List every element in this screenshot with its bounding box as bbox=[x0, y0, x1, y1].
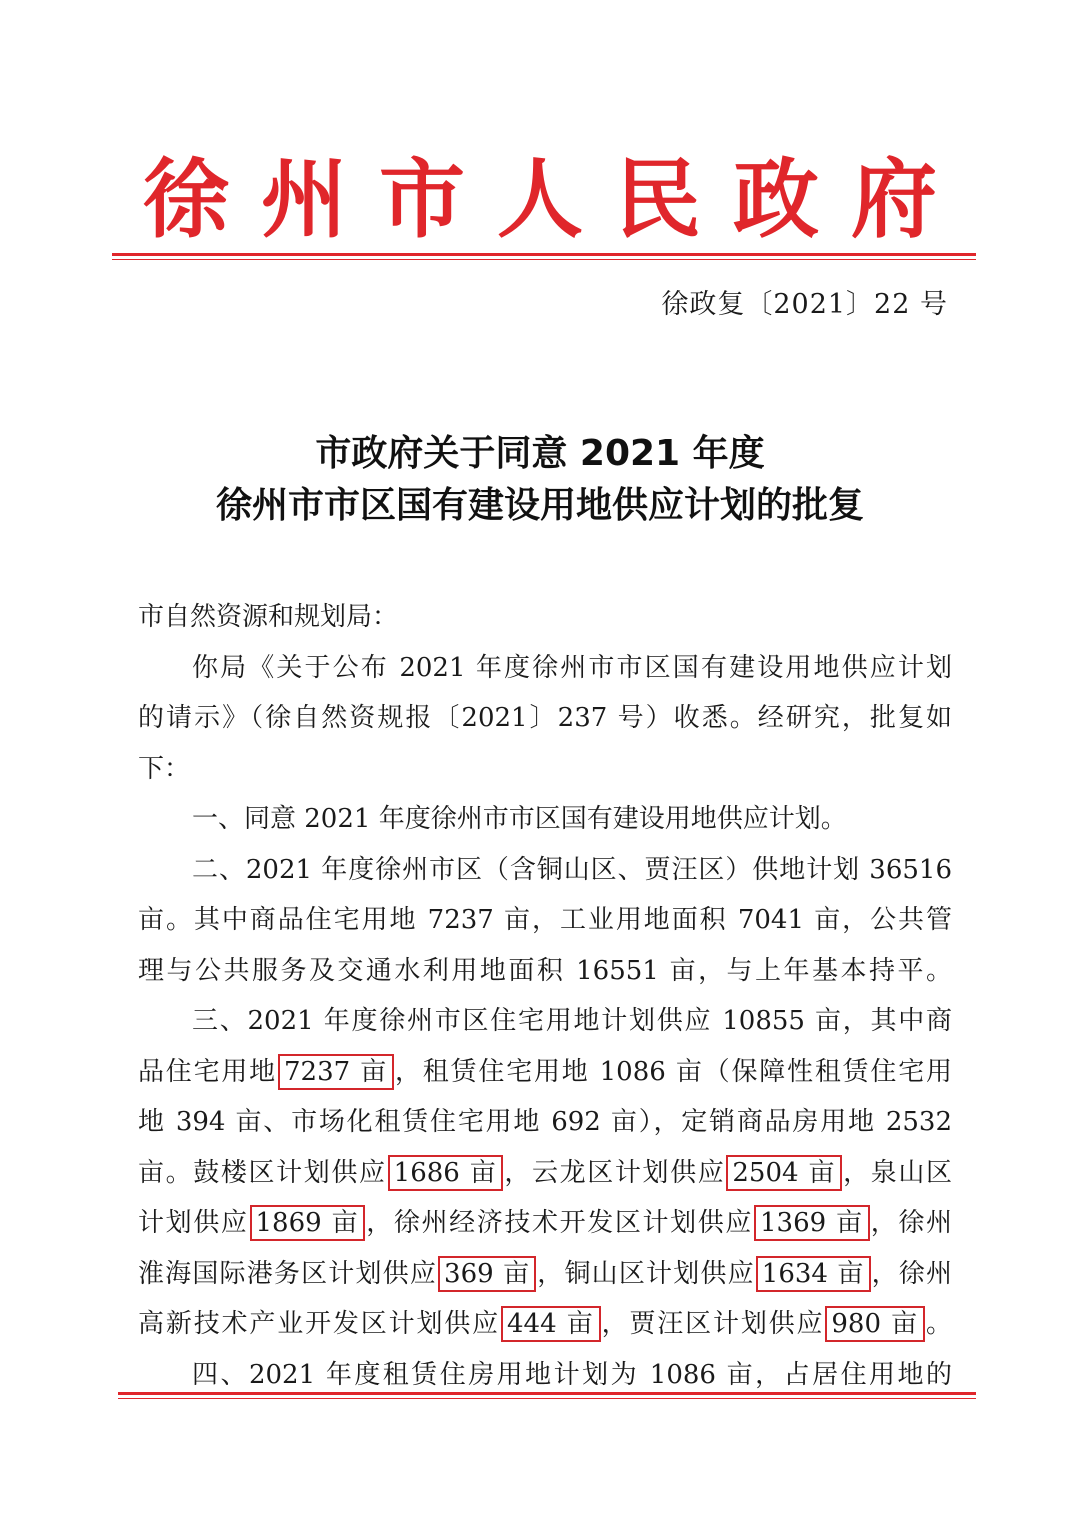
addressee: 市自然资源和规划局： bbox=[138, 602, 399, 632]
paragraph-1-line-1: 你局《关于公布 2021 年度徐州市市区国有建设用地供应计划 bbox=[192, 652, 952, 683]
text-segment: 。 bbox=[925, 1309, 952, 1339]
item-3-line-2 bbox=[138, 1047, 952, 1098]
highlighted-figure: 1634 亩 bbox=[756, 1256, 871, 1292]
text-segment: ，租赁住宅用地 1086 亩（保障性租赁住宅用 bbox=[395, 1056, 953, 1087]
document-title-line-2: 徐州市市区国有建设用地供应计划的批复 bbox=[215, 485, 864, 526]
header-red-rule-thin bbox=[112, 259, 976, 260]
text-segment: ，贾汪区计划供应 bbox=[601, 1309, 825, 1339]
text-segment: 亩。鼓楼区计划供应 bbox=[138, 1157, 387, 1188]
item-4-line-1: 四、2021 年度租赁住房用地计划为 1086 亩，占居住用地的 bbox=[192, 1359, 952, 1390]
text-segment: 计划供应 bbox=[138, 1208, 249, 1238]
text-segment: 淮海国际港务区计划供应 bbox=[138, 1258, 438, 1289]
footer-red-rule-thin bbox=[118, 1398, 976, 1399]
text-segment: ，云龙区计划供应 bbox=[504, 1157, 726, 1188]
text-segment: ，徐州 bbox=[871, 1258, 952, 1289]
item-3-line-4 bbox=[138, 1148, 952, 1199]
item-1: 一、同意 2021 年度徐州市市区国有建设用地供应计划。 bbox=[192, 804, 847, 834]
item-2-line-3: 理与公共服务及交通水利用地面积 16551 亩，与上年基本持平。 bbox=[138, 955, 952, 986]
header-red-rule bbox=[112, 253, 976, 256]
text-segment: ，泉山区 bbox=[843, 1157, 952, 1188]
highlighted-figure: 2504 亩 bbox=[726, 1155, 842, 1191]
document-title-line-1: 市政府关于同意 2021 年度 bbox=[315, 433, 765, 474]
paragraph-1-line-3: 下： bbox=[138, 753, 191, 784]
text-segment: 高新技术产业开发区计划供应 bbox=[138, 1309, 500, 1339]
highlighted-figure: 369 亩 bbox=[438, 1256, 536, 1292]
paragraph-1-line-2: 的请示》（徐自然资规报〔2021〕237 号）收悉。经研究，批复如 bbox=[138, 703, 952, 733]
highlighted-figure: 1869 亩 bbox=[250, 1205, 366, 1241]
highlighted-figure: 980 亩 bbox=[825, 1306, 925, 1342]
document-body bbox=[138, 592, 952, 1400]
text-segment: 品住宅用地 bbox=[138, 1056, 277, 1087]
text-segment: ，徐州经济技术开发区计划供应 bbox=[366, 1208, 754, 1238]
footer-red-rule bbox=[118, 1392, 976, 1395]
item-3-line-3: 地 394 亩、市场化租赁住宅用地 692 亩），定销商品房用地 2532 bbox=[138, 1107, 952, 1137]
item-3-line-5 bbox=[138, 1198, 952, 1249]
item-3-line-1: 三、2021 年度徐州市区住宅用地计划供应 10855 亩，其中商 bbox=[192, 1006, 952, 1036]
text-segment: ，徐州 bbox=[870, 1208, 952, 1238]
highlighted-figure: 7237 亩 bbox=[278, 1054, 394, 1090]
document-number: 徐政复〔2021〕22 号 bbox=[661, 289, 948, 320]
highlighted-figure: 1686 亩 bbox=[388, 1155, 504, 1191]
text-segment: ，铜山区计划供应 bbox=[537, 1258, 755, 1289]
highlighted-figure: 444 亩 bbox=[501, 1306, 601, 1342]
item-2-line-2: 亩。其中商品住宅用地 7237 亩，工业用地面积 7041 亩，公共管 bbox=[138, 905, 952, 935]
item-3-line-7 bbox=[138, 1299, 952, 1350]
item-3-line-6 bbox=[138, 1249, 952, 1300]
item-2-line-1: 二、2021 年度徐州市区（含铜山区、贾汪区）供地计划 36516 bbox=[192, 854, 952, 885]
issuer-header: 徐州市人民政府 bbox=[143, 149, 969, 250]
highlighted-figure: 1369 亩 bbox=[754, 1205, 870, 1241]
